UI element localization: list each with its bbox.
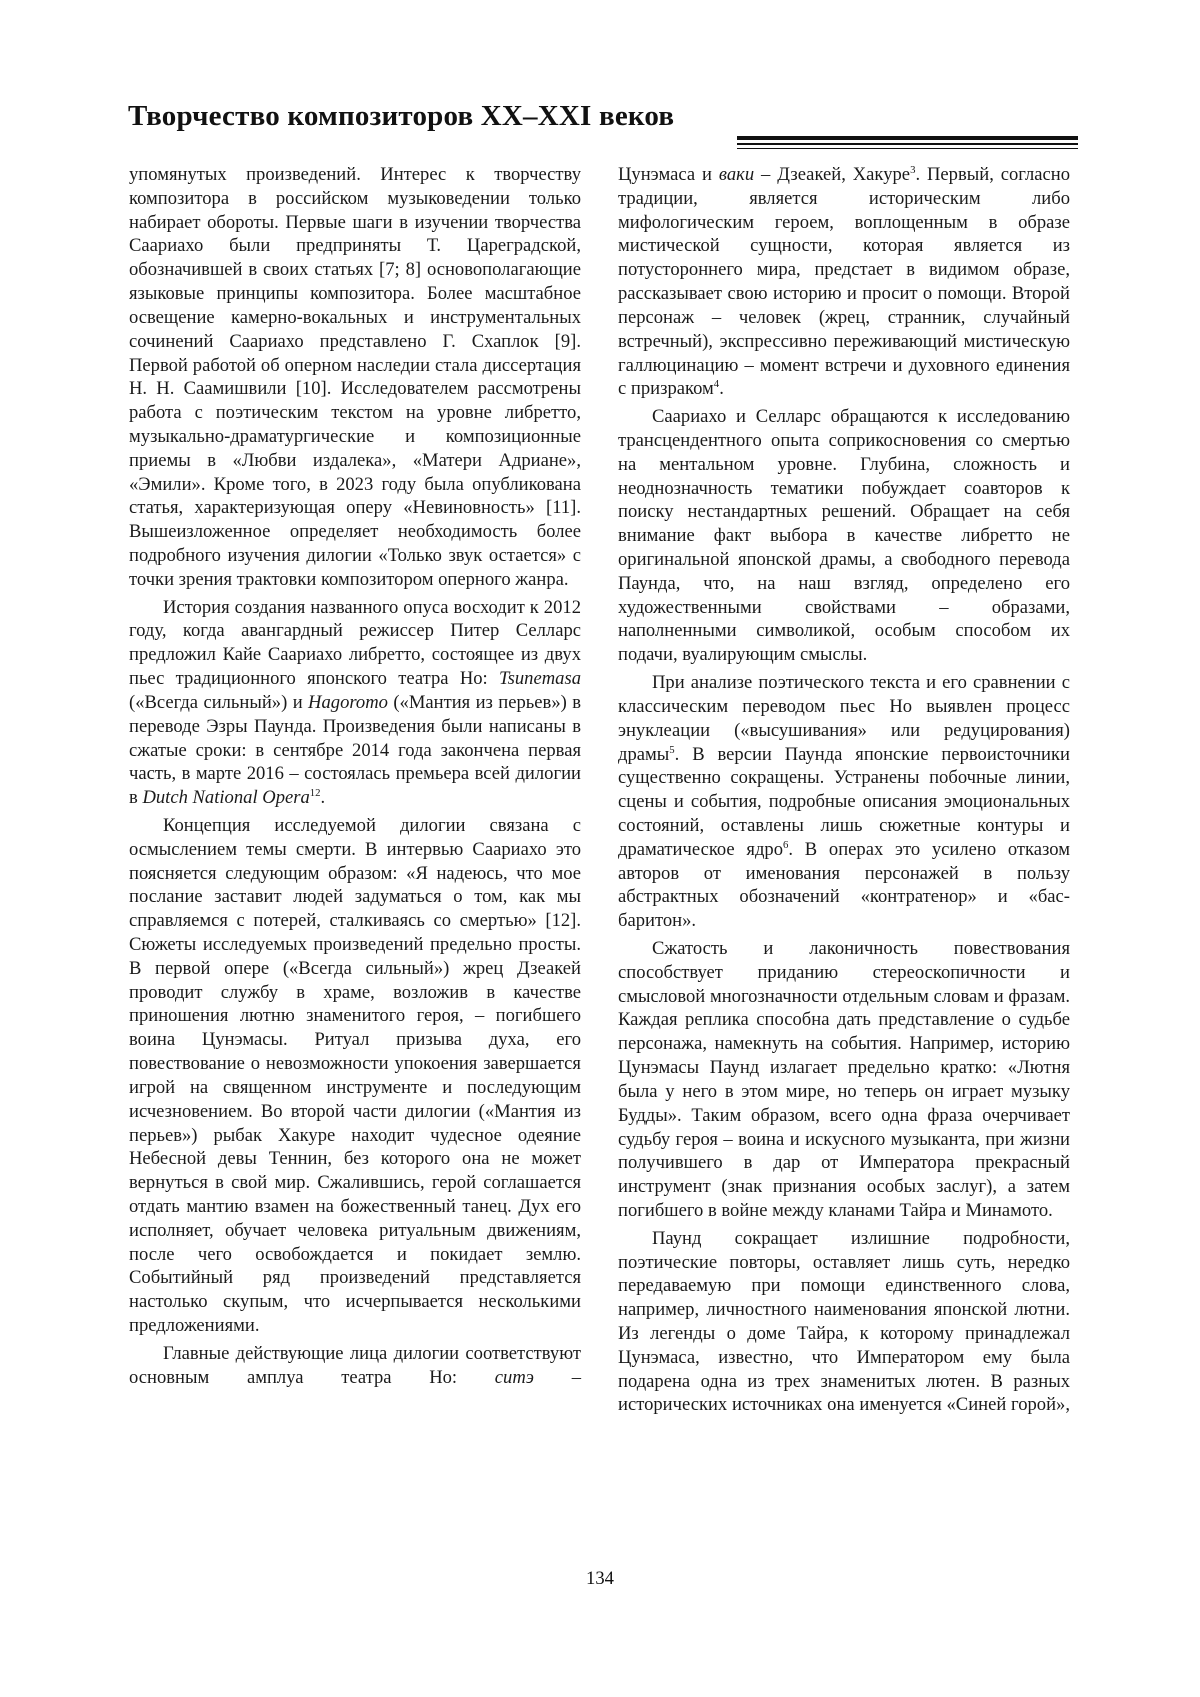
paragraph: История создания названного опуса восходит к 2012 году, когда авангардный режиссер Питер Селларс предложил Кайе Саариахо либретто, состоящее из двух пьес традиционного японского театра Но: Tsunemasa («Всегда сильный») и Hagoromo («Мантия из перьев») в переводе Эзры Паунда. Произведения были написаны в сжатые сроки: в сентябре 2014 года закончена первая часть, в марте 2016 – состоялась премьера всей дилогии в Dutch National Opera$^{12}$. (129, 596, 581, 809)
venue-name: Dutch National Opera (142, 787, 310, 809)
term-waki: ваки (718, 164, 755, 185)
term-shite: ситэ (494, 1366, 534, 1388)
paragraph: Главные действующие лица дилогии соответствуют основным амплуа театра Но: ситэ – (129, 1342, 581, 1388)
paragraph: упомянутых произведений. Интерес к творчеству композитора в российском музыковедении только набирает обороты. Первые шаги в изучении творчества Саариахо были предприняты Т. Цареградской, обозначившей в своих статьях [7; 8] основополагающие языковые принципы композитора. Более масштабное освещение камерно-вокальных и инструментальных сочинений Саариахо представлено Г. Схаплок [9]. Первой работой об оперном наследии стала диссертация Н. Н. Саамишвили [10]. Исследователем рассмотрены работа с поэтическим текстом на уровне либретто, музыкально-драматургические и композиционные приемы в «Любви издалека», «Матери Адриане», «Эмили». Кроме того, в 2023 году была опубликована статья, характеризующая оперу «Невиновность» [11]. Вышеизложенное определяет необходимость более подробного изучения дилогии «Только звук остается» с точки зрения трактовки композитором оперного жанра. (129, 164, 581, 590)
footnote-ref[interactable]: 4 (713, 378, 720, 391)
paragraph: При анализе поэтического текста и его сравнении с классическим переводом пьес Но выявлен процесс энуклеации («высушивания» или редуцирования) драмы$^5$. В версии Паунда японские первоисточники существенно сокращены. Устранены побочные линии, сцены и события, подробные описания эмоциональных состояний, оставлены лишь сюжетные контуры и драматическое ядро$^6$. В операх это усилено отказом авторов от именования персонажей в пользу абстрактных обозначений «контратенор» и «бас-баритон». (618, 672, 1070, 932)
left-column (129, 163, 581, 1389)
work-title-tsunemasa: Tsunemasa (499, 668, 581, 690)
footnote-ref[interactable]: 12 (309, 786, 321, 799)
header-rule-thick (737, 136, 1078, 140)
footnote-ref[interactable]: 5 (669, 743, 675, 756)
header-rule-medium (737, 143, 1078, 145)
paragraph: Концепция исследуемой дилогии связана с осмыслением темы смерти. В интервью Саариахо это поясняется следующим образом: «Я надеюсь, что мое послание заставит людей задуматься о том, как мы справляемся с потерей, сталкиваясь со смертью» [12]. Сюжеты исследуемых произведений предельно просты. В первой опере («Всегда сильный») жрец Дзеакей проводит службу в храме, возложив в качестве приношения лютню знаменитого героя, – погибшего воина Цунэмасы. Ритуал призыва духа, его повествование о невозможности упокоения завершается игрой на священном инструменте и последующим исчезновением. Во второй части дилогии («Мантия из перьев») рыбак Хакуре находит чудесное одеяние Небесной девы Теннин, без которого она не может вернуться в свой мир. Сжалившись, герой соглашается отдать мантию взамен на божественный танец. Дух его исполняет, обучает человека ритуальным движениям, после чего освобождается и покидает землю. Событийный ряд произведений представляется настолько скупым, что исчерпывается несколькими предложениями. (129, 814, 581, 1336)
work-title-hagoromo: Hagoromo (308, 691, 388, 713)
page-number: 134 (586, 1568, 614, 1589)
paragraph: Сжатость и лаконичность повествования способствует приданию стереоскопичности и смысловой многозначности отдельным словам и фразам. Каждая реплика способна дать представление о судьбе персонажа, намекнуть на события. Например, историю Цунэмасы Паунд излагает предельно кратко: «Лютня была у него в этом мире, но теперь он играет музыку Будды». Таким образом, всего одна фраза очерчивает судьбу героя – воина и искусного музыканта, при жизни получившего в дар от Императора прекрасный инструмент (знак признания особых заслуг), а затем погибшего в войне между кланами Тайра и Минамото. (618, 938, 1070, 1221)
running-header-title: Творчество композиторов XX–XXI веков (128, 100, 675, 132)
paragraph: Цунэмаса и ваки – Дзеакей, Хакуре$^3$. Первый, согласно традиции, является историческим либо мифологическим героем, воплощенным в образе мистической сущности, которая является из потустороннего мира, предстает в видимом образе, рассказывает свою историю и просит о помощи. Второй персонаж – человек (жрец, странник, случайный встречный), экспрессивно переживающий мистическую галлюцинацию – момент встречи и духовного единения с призраком$^4$. (618, 163, 1071, 400)
footnote-ref[interactable]: 6 (783, 838, 789, 851)
paragraph: Саариахо и Селларс обращаются к исследованию трансцендентного опыта соприкосновения со смертью на ментальном уровне. Глубина, сложность и неоднозначность тематики побуждает соавторов к поиску нестандартных решений. Обращает на себя внимание факт выбора в качестве либретто не оригинальной японской драмы, а свободного перевода Паунда, что, на наш взгляд, определено его художественными свойствами – образами, наполненными символикой, особым способом их подачи, вуалирующим смыслы. (618, 406, 1070, 666)
header-rule-thin (737, 148, 1078, 149)
footnote-ref[interactable]: 3 (910, 163, 916, 176)
right-column (618, 163, 1070, 1417)
paragraph: Паунд сокращает излишние подробности, поэтические повторы, оставляет лишь суть, нередко передаваемую при помощи единственного слова, например, личностного наименования японской лютни. Из легенды о доме Тайра, к которому принадлежал Цунэмаса, известно, что Императором ему была подарена одна из трех знаменитых лютен. В разных исторических источниках она именуется «Синей горой», (618, 1227, 1070, 1416)
